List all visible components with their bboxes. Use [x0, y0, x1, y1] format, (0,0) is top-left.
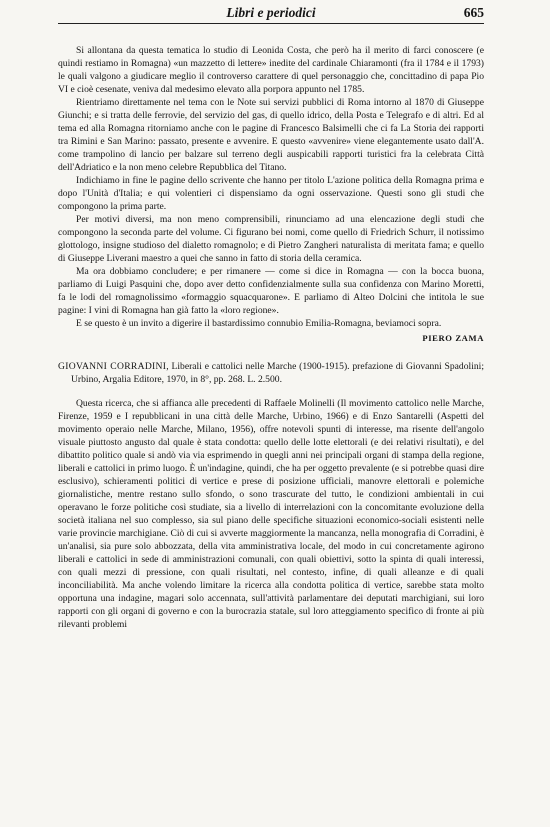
review-heading	[58, 360, 484, 386]
running-header	[58, 4, 484, 24]
spacer	[58, 386, 484, 397]
review-author: GIOVANNI CORRADINI	[58, 361, 167, 372]
paragraph: Indichiamo in fine le pagine dello scrivente che hanno per titolo L'azione politica della Romagna prima e dopo l'Unità d'Italia; e qui volentieri ci dispensiamo da ogni osservazione. Questi sono gli studi che compongono la prima parte.	[58, 175, 484, 212]
paragraph: Si allontana da questa tematica lo studio di Leonida Costa, che però ha il merito di farci conoscere (e quindi restiamo in Romagna) «un mazzetto di lettere» inedite del cardinale Chiaramonti (fra il 1784 e il 1793) le quali valgono a giudicare meglio il controverso carattere di quel personaggio che, concittadino di papa Pio VI e cioè cesenate, veniva dal medesimo elevato alla porpora appunto nel 1785.	[58, 45, 484, 95]
review-citation: , Liberali e cattolici nelle Marche (1900-1915). prefazione di Giovanni Spadolini; Urbino, Argalia Editore, 1970, in 8°, pp. 268. L. 2.500.	[71, 361, 484, 385]
running-title: Libri e periodici	[226, 5, 316, 20]
paragraph: Ma ora dobbiamo concludere; e per rimanere — come si dice in Romagna — con la bocca buona, parliamo di Luigi Pasquini che, dopo aver detto confidenzialmente sulla sua confidenza con Marino Moretti, fa le lodi del romagnolissimo «formaggio squacquarone». E parliamo di Alteo Dolcini che intitola le sue pagine: I vini di Romagna han già fatto la «loro regione».	[58, 266, 484, 316]
paragraph: Rientriamo direttamente nel tema con le Note sui servizi pubblici di Roma intorno al 1870 di Giuseppe Giunchi; e si tratta delle ferrovie, del servizio del gas, di quello idrico, della Posta e Telegrafo e di altri. Ed al tema ed alla Romagna ritorniamo anche con le pagine di Francesco Balsimelli che ci fa La Storia dei rapporti tra Rimini e San Marino: passato, presente e avvenire. E questo «avvenire» viene elegantemente usato dall'A. come trampolino di lancio per balzare sul terreno degli auspicabili rapporti turistici fra la celebrata Città dell'Adriatico e la non meno celebre Repubblica del Titano.	[58, 97, 484, 173]
review-signature: PIERO ZAMA	[422, 333, 484, 343]
paragraph: Per motivi diversi, ma non meno comprensibili, rinunciamo ad una elencazione degli studi che compongono la seconda parte del volume. Ci figurano bei nomi, come quello di Friedrich Schurr, il notissimo glottologo, insigne studioso del dialetto romagnolo; e di Pietro Zangheri naturalista di meritata fama; e quello di Giuseppe Liverani maestro a quei che sanno in fatto di storia della ceramica.	[58, 214, 484, 264]
paragraph: Questa ricerca, che si affianca alle precedenti di Raffaele Molinelli (Il movimento cattolico nelle Marche, Firenze, 1959 e I repubblicani in una città delle Marche, Urbino, 1966) e di Enzo Santarelli (Aspetti del movimento operaio nelle Marche, Milano, 1956), offre notevoli spunti di interesse, ma risente dell'angolo visuale piuttosto angusto dal quale è stata condotta: quello delle lotte elettorali (e dei relativi risultati), e del dibattito politico quale si andò via via esprimendo in quegli anni nei principali organi di stampa della regione, liberali e cattolici in primo luogo. È un'indagine, quindi, che ha per oggetto prevalente (e si potrebbe quasi dire esclusivo), schieramenti politici di vertice e prese di posizione ufficiali, manovre elettorali e polemiche giornalistiche, mentre restano sullo sfondo, o sono trascurate del tutto, le condizioni ambientali in cui operavano le forze politiche così studiate, sia a livello di interrelazioni con la concomitante evoluzione della società italiana nel suo complesso, sia sul piano delle specifiche situazioni economico-sociali esistenti nelle varie provincie marchigiane. Ciò di cui si avverte maggiormente la mancanza, nella monografia di Corradini, è un'analisi, sia pure solo abbozzata, della vita amministrativa locale, del modo in cui concretamente agirono liberali e cattolici in sede di amministrazioni comunali, con quali obiettivi, sotto la spinta di quali interessi, con quali mezzi di pressione, con quali risultati, nel contesto, infine, di quali alleanze e di quali inconciliabilità. Ma anche volendo limitare la ricerca alla condotta politica di vertice, sarebbe stata molto opportuna una indagine, magari solo accennata, sull'attività parlamentare dei deputati marchigiani, sui loro rapporti con gli organi di governo e con la burocrazia statale, sul loro atteggiamento specifico di fronte ai più rilevanti problemi	[58, 398, 484, 630]
page-number: 665	[463, 5, 484, 20]
page-body	[58, 44, 484, 631]
paragraph: E se questo è un invito a digerire il bastardissimo connubio Emilia-Romagna, beviamoci sopra.	[76, 318, 442, 329]
